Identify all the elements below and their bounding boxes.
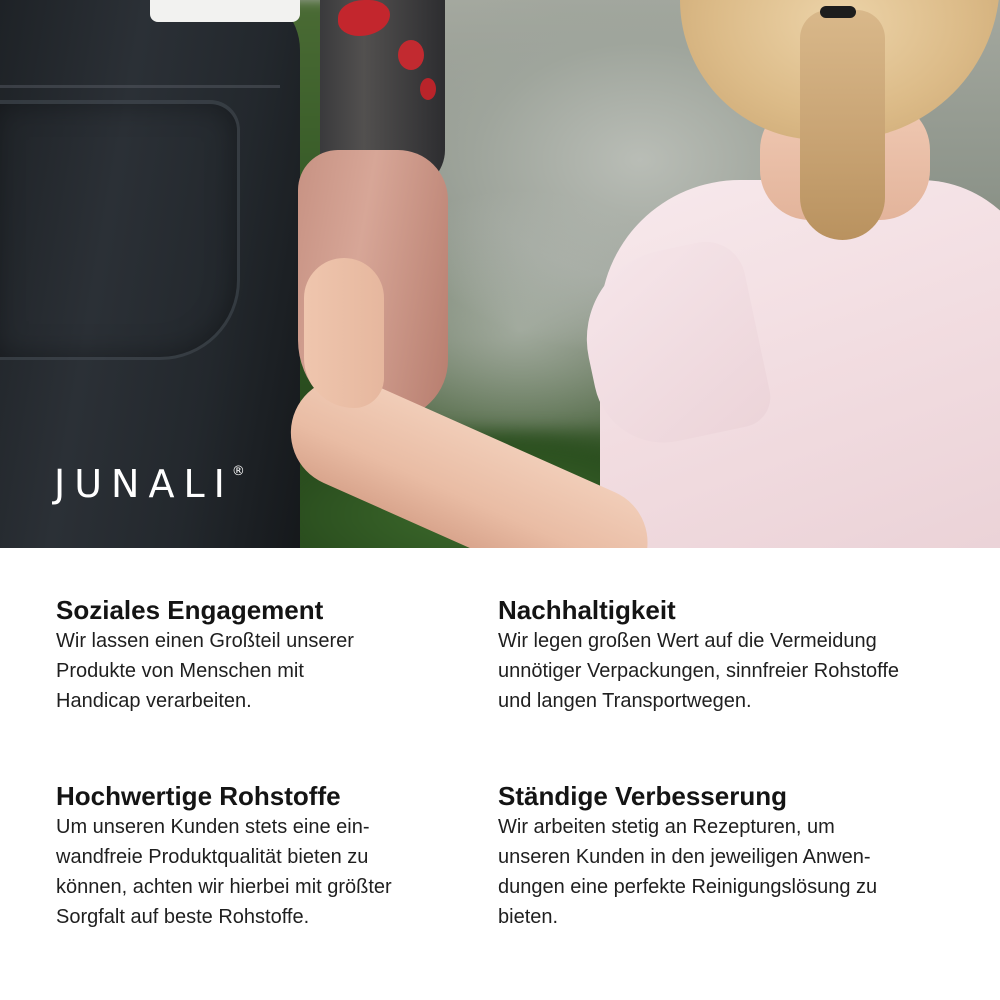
description-line: Wir lassen einen Großteil unserer — [56, 630, 354, 652]
description-line: Produkte von Menschen mit — [56, 660, 304, 682]
description-line: unseren Kunden in den jeweiligen Anwen- — [498, 846, 871, 868]
feature-title: Ständige Verbesserung — [498, 781, 787, 811]
feature-quality-ingredients — [56, 780, 506, 932]
description-line: unnötiger Verpackungen, sinnfreier Rohstoffe — [498, 660, 900, 682]
tattoo-flower — [398, 40, 424, 70]
description-line: können, achten wir hierbei mit größter — [56, 876, 392, 898]
logo-wordmark: JUNALI — [54, 462, 234, 506]
description-line: und langen Transportwegen. — [498, 690, 752, 712]
tattoo-flower — [420, 78, 436, 100]
features-section — [0, 548, 1000, 1000]
feature-title: Soziales Engagement — [56, 595, 324, 625]
jeans-back-pocket — [0, 100, 240, 360]
feature-description — [56, 812, 506, 932]
description-line: dungen eine perfekte Reinigungslösung zu — [498, 876, 878, 898]
description-line: bieten. — [498, 906, 559, 928]
description-line: Sorgfalt auf beste Rohstoffe. — [56, 906, 310, 928]
adult-shirt-hem — [150, 0, 300, 22]
registered-trademark-icon: ® — [231, 464, 245, 479]
feature-description — [498, 812, 948, 932]
description-line: wandfreie Produktqualität bieten zu — [56, 846, 369, 868]
brand-logo — [54, 462, 245, 506]
description-line: Handicap verarbeiten. — [56, 690, 252, 712]
jeans-yoke-seam — [0, 85, 280, 88]
feature-description — [498, 626, 948, 716]
description-line: Wir legen großen Wert auf die Vermeidung — [498, 630, 877, 652]
feature-social-engagement — [56, 594, 506, 716]
feature-title: Nachhaltigkeit — [498, 595, 676, 625]
hair-tie — [820, 6, 856, 18]
feature-description — [56, 626, 506, 716]
description-line: Um unseren Kunden stets eine ein- — [56, 816, 370, 838]
child-ponytail — [800, 10, 885, 240]
feature-sustainability — [498, 594, 948, 716]
feature-title: Hochwertige Rohstoffe — [56, 781, 341, 811]
child-hand — [304, 258, 384, 408]
feature-continuous-improvement — [498, 780, 948, 932]
description-line: Wir arbeiten stetig an Rezepturen, um — [498, 816, 835, 838]
